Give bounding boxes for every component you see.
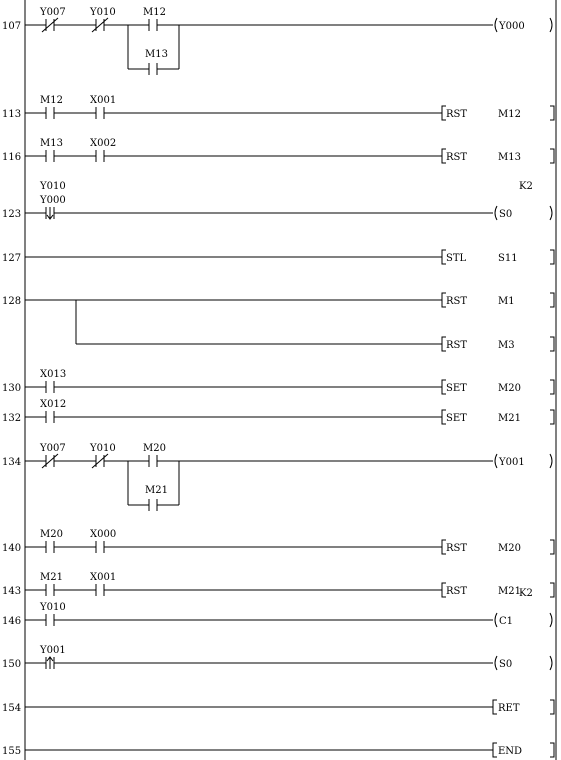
coil-constant: K2: [519, 181, 533, 192]
coil-right-paren: [550, 206, 552, 220]
contact-x001: [96, 584, 104, 596]
contact-label: M20: [143, 443, 166, 454]
end-instr: END: [498, 746, 523, 757]
instr-right-bracket: [550, 293, 554, 307]
instr-arg: S11: [498, 253, 518, 264]
instr-op: RST: [446, 340, 468, 351]
step-number: 154: [2, 703, 22, 714]
contact-label: X013: [40, 369, 67, 380]
instr-right-bracket: [550, 106, 554, 120]
branch-contact-label: M13: [145, 49, 168, 60]
coil-left-paren: [495, 206, 497, 220]
step-number: 116: [2, 152, 22, 163]
step-number: 107: [2, 21, 22, 32]
coil-left-paren: [495, 656, 497, 670]
instr-right-bracket: [550, 583, 554, 597]
contact-label: Y007: [40, 7, 66, 18]
step-number: 134: [2, 457, 22, 468]
contact-m20: [46, 541, 54, 553]
coil-right-paren: [550, 18, 552, 32]
contact-label: X001: [90, 572, 117, 583]
contact-x012: [46, 411, 54, 423]
end-instr: RET: [498, 703, 520, 714]
contact-label: M12: [40, 95, 63, 106]
contact-m21: [149, 499, 157, 511]
contact-y010: [46, 614, 54, 626]
step-number: 123: [2, 209, 22, 220]
coil-name: Y000: [499, 21, 525, 32]
instr-arg: M3: [498, 340, 515, 351]
contact-label: M20: [40, 529, 63, 540]
contact-label: X012: [40, 399, 67, 410]
coil-left-paren: [495, 454, 497, 468]
step-number: 113: [2, 109, 22, 120]
instr-op: RST: [446, 152, 468, 163]
contact-label: M21: [40, 572, 63, 583]
step-number: 143: [2, 586, 22, 597]
coil-name: S0: [499, 659, 513, 670]
contact-x000: [96, 541, 104, 553]
coil-name: S0: [499, 209, 513, 220]
contact-y000: [46, 207, 54, 219]
contact-m13: [46, 150, 54, 162]
step-number: 127: [2, 253, 22, 264]
contact-x013: [46, 381, 54, 393]
instr-right-bracket: [550, 410, 554, 424]
instr-right-bracket: [550, 149, 554, 163]
end-left-bracket: [493, 700, 497, 714]
contact-label: X002: [90, 138, 117, 149]
contact-label: Y010: [90, 7, 116, 18]
contact-m21: [46, 584, 54, 596]
contact-label: X000: [90, 529, 117, 540]
contact-m12: [46, 107, 54, 119]
instr-arg: M12: [498, 109, 521, 120]
contact-m12: [149, 19, 157, 31]
step-number: 155: [2, 746, 22, 757]
instr-right-bracket: [550, 337, 554, 351]
contact-m20: [149, 455, 157, 467]
contact-label: M12: [143, 7, 166, 18]
instr-op: STL: [446, 253, 467, 264]
coil-right-paren: [550, 656, 552, 670]
contact-label: Y001: [40, 645, 66, 656]
coil-name: C1: [499, 616, 514, 627]
contact-label: Y010: [40, 602, 66, 613]
coil-left-paren: [495, 18, 497, 32]
instr-op: SET: [446, 383, 467, 394]
coil-left-paren: [495, 613, 497, 627]
step-number: 140: [2, 543, 22, 554]
instr-arg: M21: [498, 586, 521, 597]
instr-right-bracket: [550, 380, 554, 394]
instr-right-bracket: [550, 540, 554, 554]
step-number: 132: [2, 413, 22, 424]
end-right-bracket: [550, 743, 554, 757]
end-left-bracket: [493, 743, 497, 757]
instr-arg: M20: [498, 383, 521, 394]
contact-label: Y007: [40, 443, 66, 454]
contact-y001: [46, 657, 54, 669]
instr-op: RST: [446, 296, 468, 307]
end-right-bracket: [550, 700, 554, 714]
contact-label: Y000: [40, 195, 66, 206]
instr-arg: M20: [498, 543, 521, 554]
instr-op: RST: [446, 586, 468, 597]
contact-x002: [96, 150, 104, 162]
instr-arg: M13: [498, 152, 521, 163]
step-number: 130: [2, 383, 22, 394]
coil-right-paren: [550, 454, 552, 468]
contact-label: X001: [90, 95, 117, 106]
rungs-layer: [2, 7, 554, 757]
instr-right-bracket: [550, 250, 554, 264]
branch-contact-label: M21: [145, 485, 168, 496]
step-number: 146: [2, 616, 22, 627]
instr-op: SET: [446, 413, 467, 424]
contact-m13: [149, 63, 157, 75]
step-number: 128: [2, 296, 22, 307]
instr-arg: M21: [498, 413, 521, 424]
contact-label: Y010: [90, 443, 116, 454]
instr-arg: M1: [498, 296, 515, 307]
coil-constant: K2: [519, 588, 533, 599]
step-number: 150: [2, 659, 22, 670]
coil-right-paren: [550, 613, 552, 627]
coil-name: Y001: [499, 457, 525, 468]
contact-label: Y010: [40, 181, 66, 192]
contact-label: M13: [40, 138, 63, 149]
instr-op: RST: [446, 109, 468, 120]
contact-x001: [96, 107, 104, 119]
instr-op: RST: [446, 543, 468, 554]
